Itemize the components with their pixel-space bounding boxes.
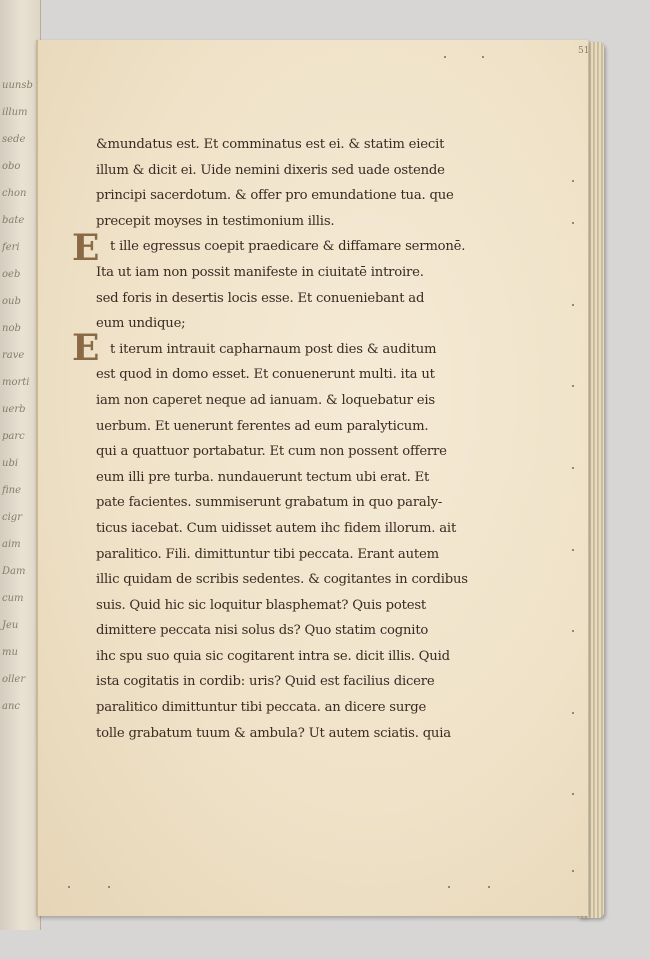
text-line: est quod in domo esset. Et conuenerunt multi. ita ut xyxy=(96,367,435,383)
facing-page-fragment: chon xyxy=(2,188,27,199)
facing-page-fragment: uerb xyxy=(2,404,26,415)
facing-page-fragment: sede xyxy=(2,134,26,145)
facing-page-fragment: nob xyxy=(2,323,21,334)
facing-page-fragment: mu xyxy=(2,647,18,658)
text-line: paralitico dimittuntur tibi peccata. an dicere surge xyxy=(96,700,427,716)
facing-page-fragment: cigr xyxy=(2,512,22,523)
text-line: pate facientes. summiserunt grabatum in quo paraly- xyxy=(96,495,443,511)
text-line: dimittere peccata nisi solus ds? Quo statim cognito xyxy=(96,623,429,639)
text-line: sed foris in desertis locis esse. Et conueniebant ad xyxy=(96,290,425,306)
facing-page-fragment: parc xyxy=(2,431,25,442)
text-line: illic quidam de scribis sedentes. & cogitantes in cordibus xyxy=(96,572,468,588)
text-line: ista cogitatis in cordib: uris? Quid est facilius dicere xyxy=(96,674,435,690)
text-line: eum illi pre turba. nundauerunt tectum ubi erat. Et xyxy=(96,469,430,485)
text-line: ihc spu suo quia sic cogitarent intra se. dicit illis. Quid xyxy=(96,648,450,664)
facing-page-fragment: fine xyxy=(2,485,22,496)
facing-page-fragment: cum xyxy=(2,593,24,604)
text-line: ticus iacebat. Cum uidisset autem ihc fidem illorum. ait xyxy=(96,520,457,536)
facing-page-fragment: oeb xyxy=(2,269,21,280)
facing-page-fragment: oller xyxy=(2,674,26,685)
text-line: t ille egressus coepit praedicare & diffamare sermonē. xyxy=(110,239,466,255)
facing-page-fragment: rave xyxy=(2,350,25,361)
facing-page-fragment: aim xyxy=(2,539,21,550)
decorated-initial-2: E xyxy=(72,327,100,369)
manuscript-page xyxy=(36,40,588,916)
text-line: illum & dicit ei. Uide nemini dixeris sed uade ostende xyxy=(96,162,445,178)
facing-page-fragment: morti xyxy=(2,377,30,388)
text-line: &mundatus est. Et comminatus est ei. & statim eiecit xyxy=(96,137,445,152)
facing-page-fragment: obo xyxy=(2,161,21,172)
facing-page-fragment: illum xyxy=(2,107,28,118)
facing-page-fragment: bate xyxy=(2,215,25,226)
text-line: uerbum. Et uenerunt ferentes ad eum paralyticum. xyxy=(96,418,429,434)
text-line: suis. Quid hic sic loquitur blasphemat? Quis potest xyxy=(96,597,427,613)
text-line: Ita ut iam non possit manifeste in ciuitatē introire. xyxy=(96,264,424,280)
facing-page xyxy=(0,0,41,930)
text-line: eum undique; xyxy=(96,316,186,332)
text-line: t iterum intrauit capharnaum post dies & auditum xyxy=(110,341,437,357)
facing-page-fragment: feri xyxy=(2,242,20,253)
text-line: qui a quattuor portabatur. Et cum non possent offerre xyxy=(96,444,447,460)
text-line: precepit moyses in testimonium illis. xyxy=(96,213,335,229)
text-line: tolle grabatum tuum & ambula? Ut autem sciatis. quia xyxy=(96,725,451,741)
text-line: iam non caperet neque ad ianuam. & loquebatur eis xyxy=(96,392,435,408)
folio-number: 51 xyxy=(578,46,590,56)
text-line: principi sacerdotum. & offer pro emundatione tua. que xyxy=(96,188,454,204)
decorated-initial-1: E xyxy=(72,227,100,269)
facing-page-fragment: Jeu xyxy=(2,620,19,631)
facing-page-fragment: ubi xyxy=(2,458,19,469)
facing-page-fragment: oub xyxy=(2,296,21,307)
facing-page-fragment: anc xyxy=(2,701,21,712)
facing-page-fragment: Dam xyxy=(2,566,26,577)
text-line: paralitico. Fili. dimittuntur tibi peccata. Erant autem xyxy=(96,546,439,562)
facing-page-fragment: uunsb xyxy=(2,80,33,91)
text-column xyxy=(96,132,516,746)
